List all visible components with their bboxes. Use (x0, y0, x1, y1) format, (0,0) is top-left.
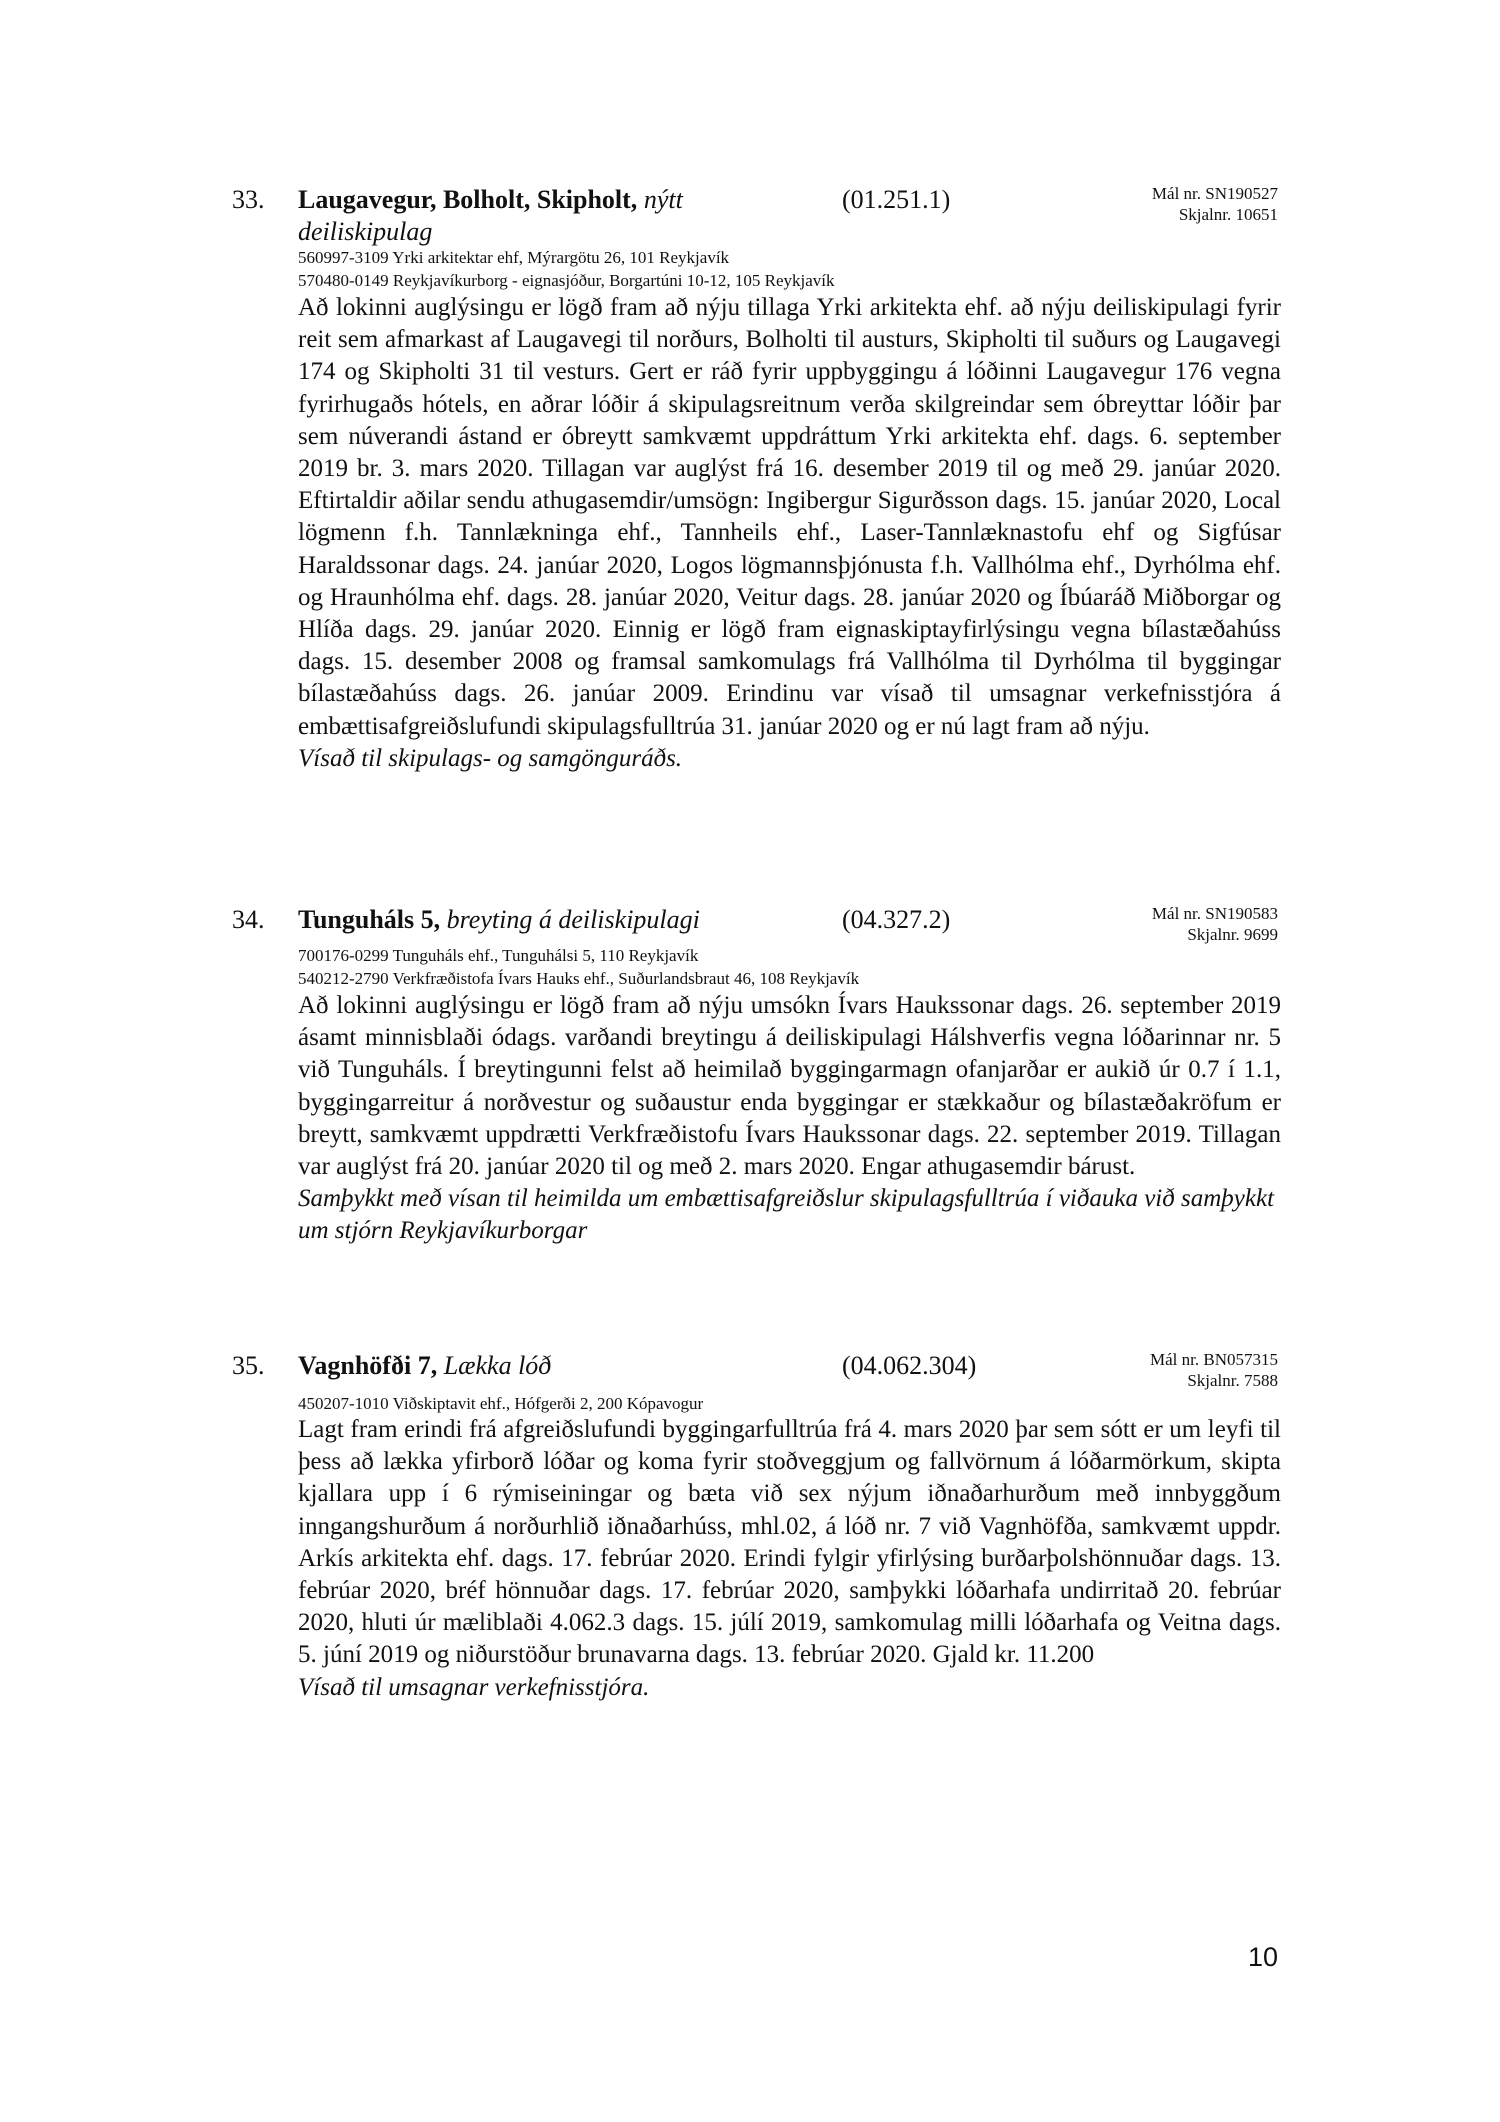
applicant-list (298, 246, 834, 292)
case-number: Mál nr. BN057315 (1150, 1350, 1278, 1369)
applicant-list (298, 944, 859, 990)
item-title-location: Tunguháls 5, (298, 905, 441, 934)
item-title-subject: nýtt deiliskipulag (298, 185, 683, 246)
case-number: Mál nr. SN190527 (1151, 184, 1278, 203)
item-reference (1150, 1349, 1278, 1391)
item-body (298, 1414, 1281, 1704)
item-title-subject: breyting á deiliskipulagi (446, 905, 700, 934)
item-number: 33. (232, 185, 265, 214)
item-decision: Vísað til skipulags- og samgönguráðs. (298, 744, 683, 772)
item-number: 35. (232, 1351, 265, 1380)
applicant-list (298, 1392, 703, 1415)
case-number: Mál nr. SN190583 (1151, 904, 1278, 923)
applicant: 540212-2790 Verkfræðistofa Ívars Hauks ehf., Suðurlandsbraut 46, 108 Reykjavík (298, 969, 860, 988)
item-title-location: Laugavegur, Bolholt, Skipholt, (298, 185, 638, 214)
item-title (298, 184, 758, 248)
item-title-subject: Lækka lóð (443, 1351, 552, 1380)
item-land-code: (04.327.2) (842, 905, 951, 934)
document-number: Skjalnr. 7588 (1187, 1371, 1278, 1390)
item-body (298, 990, 1281, 1248)
item-title (298, 904, 858, 936)
page-number: 10 (1248, 1942, 1279, 1972)
item-description: Að lokinni auglýsingu er lögð fram að nýju tillaga Yrki arkitekta ehf. að nýju deiliskipulagi fyrir reit sem afmarkast af Laugavegi til norðurs, Bolholti til austurs, Skipholti til suðurs og Laugavegi 174 og Skipholti 31 til vesturs. Gert er ráð fyrir uppbyggingu á lóðinni Laugavegur 176 vegna fyrirhugaðs hótels, en aðrar lóðir á skipulagsreitnum verða skilgreindar sem óbreyttar lóðir þar sem núverandi ástand er óbreytt samkvæmt uppdráttum Yrki arkitekta ehf. dags. 6. september 2019 br. 3. mars 2020. Tillagan var auglýst frá 16. desember 2019 til og með 29. janúar 2020. Eftirtaldir aðilar sendu athugasemdir/umsögn: Ingibergur Sigurðsson dags. 15. janúar 2020, Local lögmenn f.h. Tannlækninga ehf., Tannheils ehf., Laser-Tannlæknastofu ehf og Sigfúsar Haraldssonar dags. 24. janúar 2020, Logos lögmannsþjónusta f.h. Vallhólma ehf., Dyrhólma ehf. og Hraunhólma ehf. dags. 28. janúar 2020, Veitur dags. 28. janúar 2020 og Íbúaráð Miðborgar og Hlíða dags. 29. janúar 2020. Einnig er lögð fram eignaskiptayfirlýsingu vegna bílastæðahúss dags. 15. desember 2008 og framsal samkomulags frá Vallhólma til Dyrhólma til byggingar bílastæðahúss dags. 26. janúar 2009. Erindinu var vísað til umsagnar verkefnisstjóra á embættisafgreiðslufundi skipulagsfulltrúa 31. janúar 2020 og er nú lagt fram að nýju. (298, 294, 1281, 740)
item-land-code: (04.062.304) (842, 1351, 977, 1380)
applicant: 560997-3109 Yrki arkitektar ehf, Mýrargötu 26, 101 Reykjavík (298, 248, 730, 267)
document-number: Skjalnr. 10651 (1178, 205, 1278, 224)
item-reference (1152, 903, 1278, 945)
item-title (298, 1350, 858, 1382)
item-body (298, 292, 1281, 775)
item-description: Að lokinni auglýsingu er lögð fram að nýju umsókn Ívars Haukssonar dags. 26. september 2019 ásamt minnisblaði ódags. varðandi breytingu á deiliskipulagi Hálshverfis vegna lóðarinnar nr. 5 við Tunguháls. Í breytingunni felst að heimilað byggingarmagn ofanjarðar er aukið úr 0.7 í 1.1, byggingarreitur á norðvestur og suðaustur enda byggingar er stækkaður og bílastæðakröfum er breytt, samkvæmt uppdrætti Verkfræðistofu Ívars Haukssonar dags. 22. september 2019. Tillagan var auglýst frá 20. janúar 2020 til og með 2. mars 2020. Engar athugasemdir bárust. (298, 992, 1281, 1181)
document-number: Skjalnr. 9699 (1187, 925, 1278, 944)
applicant: 450207-1010 Viðskiptavit ehf., Hófgerði 2, 200 Kópavogur (298, 1394, 704, 1413)
applicant: 570480-0149 Reykjavíkurborg - eignasjóður, Borgartúni 10-12, 105 Reykjavík (298, 271, 835, 290)
item-description: Lagt fram erindi frá afgreiðslufundi byggingarfulltrúa frá 4. mars 2020 þar sem sótt er um leyfi til þess að lækka yfirborð lóðar og koma fyrir stoðveggjum og fallvörnum á lóðarmörkum, skipta kjallara upp í 6 rýmiseiningar og bæta við sex nýjum iðnaðarhurðum með innbyggðum inngangshurðum á norðurhlið iðnaðarhúss, mhl.02, á lóð nr. 7 við Vagnhöfða, samkvæmt uppdr. Arkís arkitekta ehf. dags. 17. febrúar 2020. Erindi fylgir yfirlýsing burðarþolshönnuðar dags. 13. febrúar 2020, bréf hönnuðar dags. 17. febrúar 2020, samþykki lóðarhafa undirritað 20. febrúar 2020, hluti úr mæliblaði 4.062.3 dags. 15. júlí 2019, samkomulag milli lóðarhafa og Veitna dags. 5. júní 2019 og niðurstöður brunavarna dags. 13. febrúar 2020. Gjald kr. 11.200 (298, 1416, 1281, 1669)
item-land-code: (01.251.1) (842, 185, 951, 214)
applicant: 700176-0299 Tunguháls ehf., Tunguhálsi 5, 110 Reykjavík (298, 946, 699, 965)
item-title-location: Vagnhöfði 7, (298, 1351, 438, 1380)
item-decision: Vísað til umsagnar verkefnisstjóra. (298, 1673, 650, 1701)
item-decision: Samþykkt með vísan til heimilda um embættisafgreiðslur skipulagsfulltrúa í viðauka við samþykkt um stjórn Reykjavíkurborgar (298, 1185, 1275, 1245)
item-reference (1152, 183, 1278, 225)
item-number: 34. (232, 905, 265, 934)
